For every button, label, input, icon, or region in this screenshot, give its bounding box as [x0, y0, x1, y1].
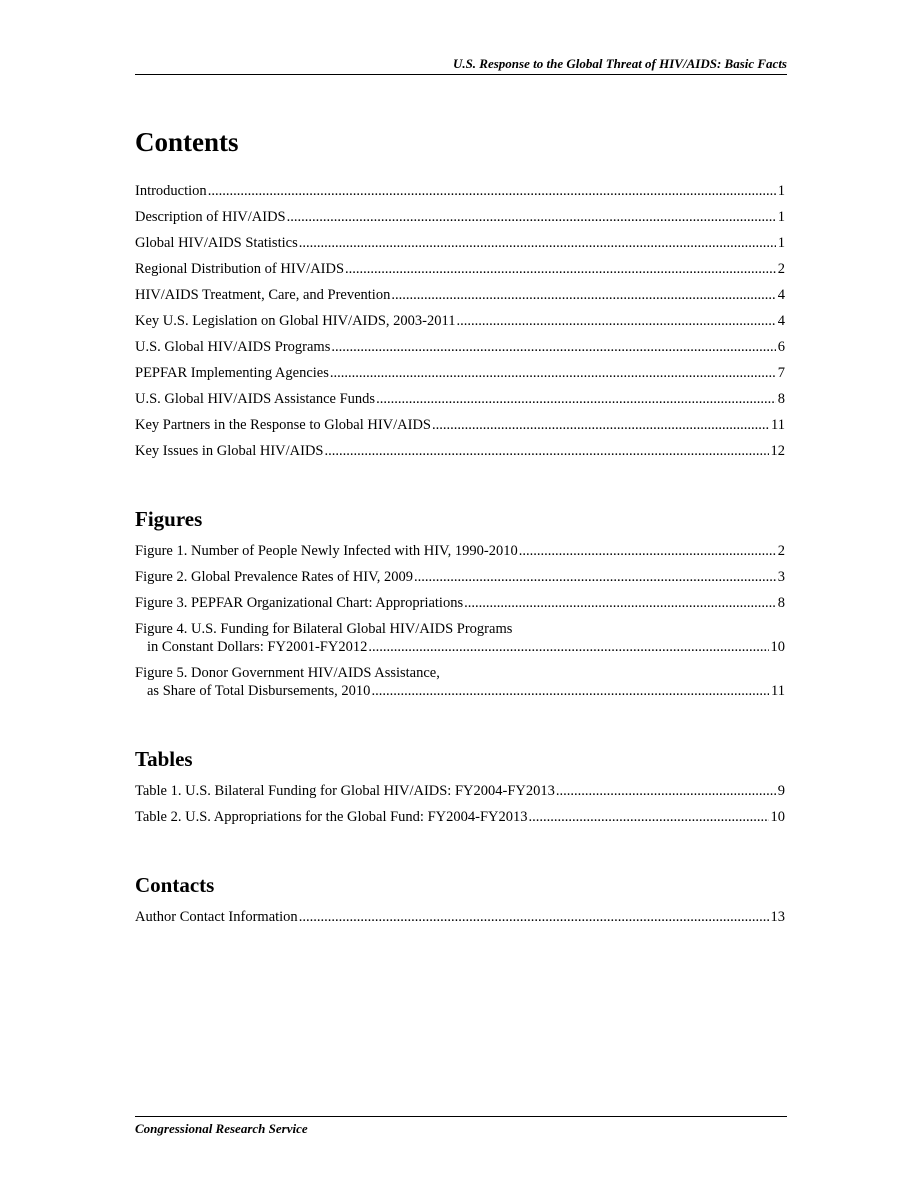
contacts-heading: Contacts	[135, 873, 215, 897]
contents-list	[135, 182, 785, 460]
toc-page-number: 1	[777, 183, 785, 199]
contact-entry[interactable]	[135, 908, 785, 926]
tables-section	[135, 746, 785, 826]
toc-entry-title: Key Partners in the Response to Global HIV/AIDS	[135, 417, 431, 433]
toc-page-number: 7	[777, 365, 785, 381]
toc-entry[interactable]	[135, 416, 785, 434]
toc-entry-title: HIV/AIDS Treatment, Care, and Prevention	[135, 287, 391, 303]
figure-entry[interactable]	[135, 664, 785, 700]
toc-entry-title: Introduction	[135, 183, 207, 199]
running-footer: Congressional Research Service	[135, 1121, 308, 1136]
figure-entry-title-line1: Figure 5. Donor Government HIV/AIDS Assistance,	[135, 665, 440, 681]
dot-leader	[330, 364, 776, 382]
toc-page-number: 2	[777, 261, 785, 277]
figure-entry-title: Figure 2. Global Prevalence Rates of HIV, 2009	[135, 569, 413, 585]
dot-leader	[287, 208, 776, 226]
toc-entry[interactable]	[135, 286, 785, 304]
toc-entry-title: Description of HIV/AIDS	[135, 209, 286, 225]
toc-page-number: 1	[777, 235, 785, 251]
header-rule	[135, 74, 787, 75]
figure-page-number: 11	[771, 683, 785, 699]
tables-heading: Tables	[135, 747, 193, 771]
toc-entry-title: PEPFAR Implementing Agencies	[135, 365, 329, 381]
toc-page-number: 1	[777, 209, 785, 225]
dot-leader	[208, 182, 776, 200]
table-entry[interactable]	[135, 808, 785, 826]
toc-entry-title: Global HIV/AIDS Statistics	[135, 235, 298, 251]
figure-entry-title-line1: Figure 4. U.S. Funding for Bilateral Global HIV/AIDS Programs	[135, 621, 513, 637]
dot-leader	[331, 338, 775, 356]
running-header: U.S. Response to the Global Threat of HIV/AIDS: Basic Facts	[452, 56, 787, 71]
toc-entry-title: Key Issues in Global HIV/AIDS	[135, 443, 324, 459]
contact-entry-title: Author Contact Information	[135, 909, 298, 925]
figures-list	[135, 542, 785, 700]
dot-leader	[556, 782, 776, 800]
dot-leader	[345, 260, 776, 278]
toc-entry-title: Regional Distribution of HIV/AIDS	[135, 261, 345, 277]
toc-entry[interactable]	[135, 364, 785, 382]
figure-entry-title: Figure 3. PEPFAR Organizational Chart: Appropriations	[135, 595, 464, 611]
figure-entry-title: Figure 1. Number of People Newly Infected with HIV, 1990-2010	[135, 543, 518, 559]
dot-leader	[376, 390, 776, 408]
figure-entry[interactable]	[135, 568, 785, 586]
figure-entry-line2	[135, 638, 785, 656]
toc-entry-title: U.S. Global HIV/AIDS Assistance Funds	[135, 391, 376, 407]
table-page-number: 9	[777, 783, 785, 799]
dot-leader	[299, 908, 769, 926]
dot-leader	[414, 568, 776, 586]
toc-entry-title: Key U.S. Legislation on Global HIV/AIDS, 2003-2011	[135, 313, 456, 329]
figure-page-number: 8	[777, 595, 785, 611]
table-page-number: 10	[770, 809, 785, 825]
toc-entry[interactable]	[135, 312, 785, 330]
dot-leader	[368, 638, 768, 656]
toc-entry[interactable]	[135, 260, 785, 278]
toc-entry-title: U.S. Global HIV/AIDS Programs	[135, 339, 331, 355]
toc-entry[interactable]	[135, 234, 785, 252]
dot-leader	[371, 682, 769, 700]
table-entry-title: Table 2. U.S. Appropriations for the Global Fund: FY2004-FY2013	[135, 809, 528, 825]
toc-page-number: 4	[777, 287, 785, 303]
dot-leader	[519, 542, 776, 560]
toc-page-number: 6	[777, 339, 785, 355]
table-of-contents	[135, 126, 785, 934]
toc-page-number: 12	[770, 443, 785, 459]
contacts-list	[135, 908, 785, 926]
figure-entry[interactable]	[135, 594, 785, 612]
toc-page-number: 8	[777, 391, 785, 407]
dot-leader	[464, 594, 776, 612]
figure-entry-title-line2: as Share of Total Disbursements, 2010	[147, 683, 371, 699]
figure-page-number: 10	[770, 639, 785, 655]
figure-page-number: 3	[777, 569, 785, 585]
toc-entry[interactable]	[135, 390, 785, 408]
dot-leader	[456, 312, 775, 330]
figure-page-number: 2	[777, 543, 785, 559]
dot-leader	[299, 234, 776, 252]
footer-rule	[135, 1116, 787, 1117]
figures-heading: Figures	[135, 507, 203, 531]
figure-entry-line2	[135, 682, 785, 700]
dot-leader	[528, 808, 768, 826]
table-entry[interactable]	[135, 782, 785, 800]
figures-section	[135, 506, 785, 700]
figure-entry[interactable]	[135, 620, 785, 656]
toc-entry[interactable]	[135, 182, 785, 200]
dot-leader	[391, 286, 775, 304]
contacts-section	[135, 872, 785, 926]
figure-entry-title-line2: in Constant Dollars: FY2001-FY2012	[147, 639, 368, 655]
toc-entry[interactable]	[135, 442, 785, 460]
toc-page-number: 11	[771, 417, 785, 433]
tables-list	[135, 782, 785, 826]
toc-entry[interactable]	[135, 208, 785, 226]
dot-leader	[324, 442, 768, 460]
contents-section	[135, 126, 785, 460]
table-entry-title: Table 1. U.S. Bilateral Funding for Global HIV/AIDS: FY2004-FY2013	[135, 783, 555, 799]
toc-page-number: 4	[777, 313, 785, 329]
toc-entry[interactable]	[135, 338, 785, 356]
contents-heading: Contents	[135, 127, 239, 157]
figure-entry[interactable]	[135, 542, 785, 560]
contact-page-number: 13	[770, 909, 785, 925]
dot-leader	[432, 416, 769, 434]
